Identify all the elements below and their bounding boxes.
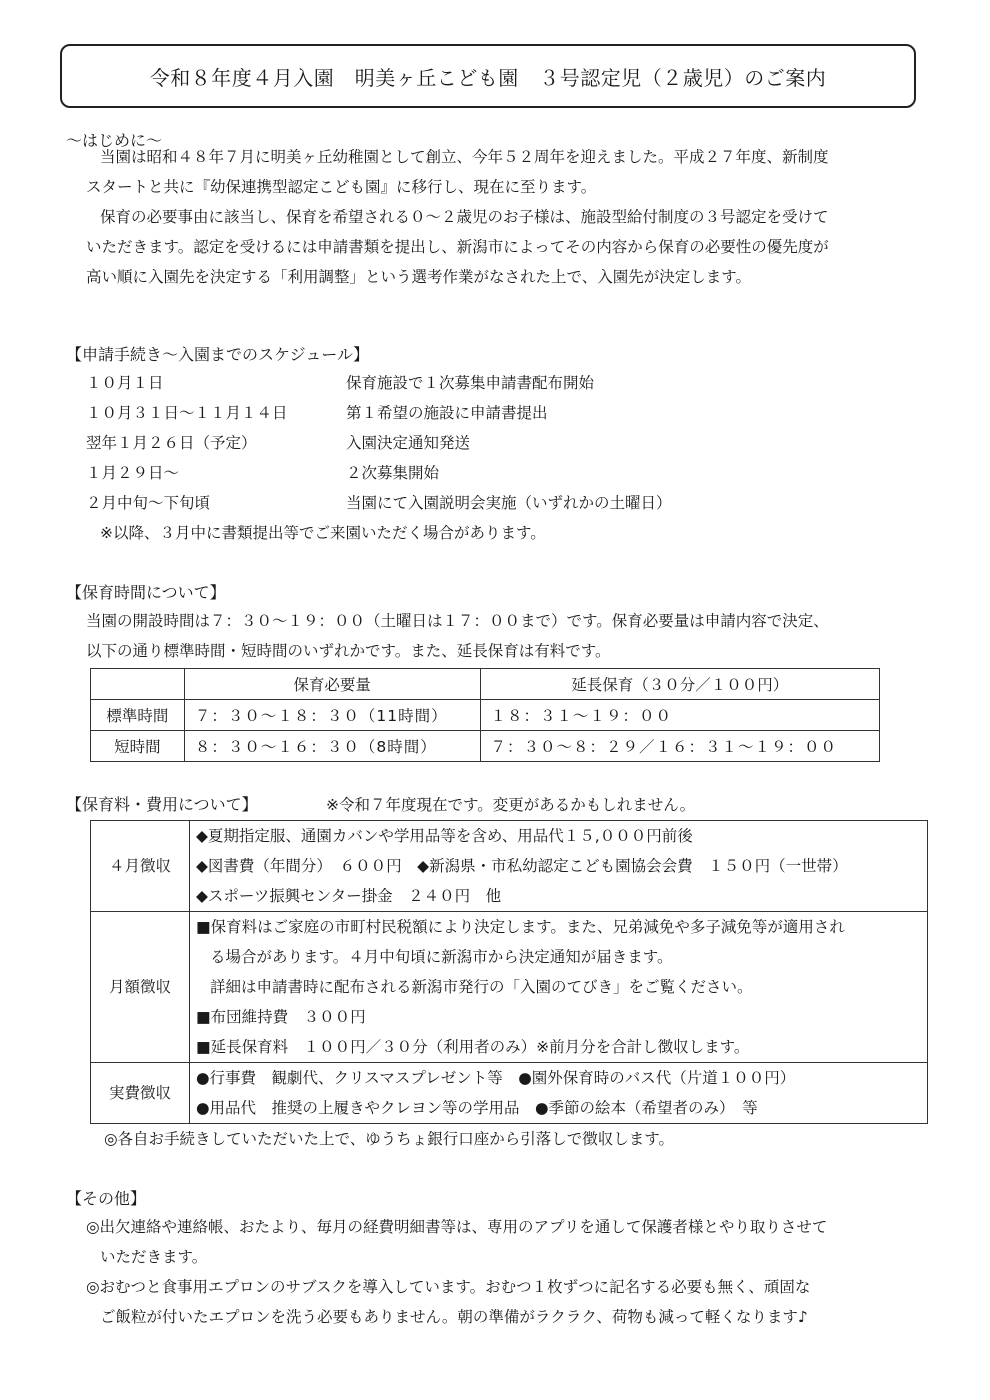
fee-content xyxy=(190,912,928,1063)
table-cell: １８：３１～１９：００ xyxy=(480,700,880,731)
fee-line: ◆スポーツ振興センター掛金 ２４０円 他 xyxy=(196,887,502,905)
schedule-item xyxy=(86,398,806,428)
schedule-heading: 【申請手続き～入園までのスケジュール】 xyxy=(66,345,370,364)
other-line: いただきます。 xyxy=(100,1248,208,1266)
fee-line: ■延長保育料 １００円／３０分（利用者のみ）※前月分を合計し徴収します。 xyxy=(196,1038,750,1056)
schedule-item xyxy=(86,368,806,398)
schedule-item xyxy=(86,428,806,458)
fees-table xyxy=(90,820,928,1124)
table-row xyxy=(91,821,928,912)
schedule-list xyxy=(86,368,806,548)
hours-line: 当園の開設時間は７：３０～１９：００（土曜日は１７：００まで）です。保育必要量は申請内容で決定、 xyxy=(86,612,829,630)
hours-table xyxy=(90,668,880,762)
fee-label: ４月徴収 xyxy=(91,821,190,912)
fee-line: ■保育料はご家庭の市町村民税額により決定します。また、兄弟減免や多子減免等が適用され xyxy=(196,918,845,936)
fee-line: 詳細は申請書時に配布される新潟市発行の「入園のてびき」をご覧ください。 xyxy=(210,978,753,996)
table-cell: 短時間 xyxy=(91,731,185,762)
fee-line: ●用品代 推奨の上履きやクレヨン等の学用品 ●季節の絵本（希望者のみ） 等 xyxy=(196,1099,758,1117)
intro-line: 当園は昭和４８年７月に明美ヶ丘幼稚園として創立、今年５２周年を迎えました。平成２７年度、新制度 xyxy=(100,148,829,166)
schedule-date: ２月中旬～下旬頃 xyxy=(86,494,211,512)
fee-line: ◆夏期指定服、通園カバンや学用品等を含め、用品代１５,０００円前後 xyxy=(196,827,693,845)
intro-line: 保育の必要事由に該当し、保育を希望される０～２歳児のお子様は、施設型給付制度の３号認定を受けて xyxy=(100,208,829,226)
intro-line: 高い順に入園先を決定する「利用調整」という選考作業がなされた上で、入園先が決定します。 xyxy=(86,268,751,286)
table-header-cell xyxy=(91,669,185,700)
hours-line: 以下の通り標準時間・短時間のいずれかです。また、延長保育は有料です。 xyxy=(86,642,611,660)
schedule-event: 入園決定通知発送 xyxy=(346,434,471,452)
schedule-item xyxy=(86,458,806,488)
schedule-date: 翌年１月２６日（予定） xyxy=(86,434,257,452)
table-cell: ７：３０～８：２９／１６：３１～１９：００ xyxy=(480,731,880,762)
table-row xyxy=(91,700,880,731)
fee-line: ●行事費 観劇代、クリスマスプレゼント等 ●園外保育時のバス代（片道１００円） xyxy=(196,1069,796,1087)
page-title xyxy=(60,44,916,108)
intro-line: スタートと共に『幼保連携型認定こども園』に移行し、現在に至ります。 xyxy=(86,178,597,196)
fees-note: ※令和７年度現在です。変更があるかもしれません。 xyxy=(326,796,696,814)
fee-content xyxy=(190,1063,928,1124)
fee-line: る場合があります。４月中旬頃に新潟市から決定通知が届きます。 xyxy=(210,948,673,966)
hours-heading: 【保育時間について】 xyxy=(66,583,226,602)
hours-body xyxy=(86,606,829,666)
schedule-item xyxy=(86,488,806,518)
other-line: ◎出欠連絡や連絡帳、おたより、毎月の経費明細書等は、専用のアプリを通して保護者様とやり取りさせて xyxy=(86,1218,828,1236)
schedule-date: １０月１日 xyxy=(86,374,164,392)
schedule-date: １月２９日～ xyxy=(86,464,180,482)
schedule-date: １０月３１日～１１月１４日 xyxy=(86,404,288,422)
fee-line: ◆図書費（年間分） ６００円 ◆新潟県・市私幼認定こども園協会会費 １５０円（一世帯） xyxy=(196,857,848,875)
other-body xyxy=(86,1212,827,1332)
schedule-event: ２次募集開始 xyxy=(346,464,440,482)
other-heading: 【その他】 xyxy=(66,1189,147,1208)
table-row xyxy=(91,669,880,700)
table-cell: ８：３０～１６：３０（8時間） xyxy=(184,731,480,762)
table-row xyxy=(91,912,928,1063)
intro-line: いただきます。認定を受けるには申請書類を提出し、新潟市によってその内容から保育の必要性の優先度が xyxy=(86,238,829,256)
other-line: ご飯粒が付いたエプロンを洗う必要もありません。朝の準備がラクラク、荷物も減って軽くなります♪ xyxy=(100,1308,808,1326)
table-header-cell: 保育必要量 xyxy=(184,669,480,700)
schedule-event: 当園にて入園説明会実施（いずれかの土曜日） xyxy=(346,494,672,512)
fees-heading: 【保育料・費用について】 xyxy=(66,795,258,814)
page-title-text: 令和８年度４月入園 明美ヶ丘こども園 ３号認定児（２歳児）のご案内 xyxy=(149,65,827,90)
table-cell: 標準時間 xyxy=(91,700,185,731)
schedule-event: 保育施設で１次募集申請書配布開始 xyxy=(346,374,595,392)
fee-content xyxy=(190,821,928,912)
fee-label: 月額徴収 xyxy=(91,912,190,1063)
table-row xyxy=(91,1063,928,1124)
fees-footer: ◎各自お手続きしていただいた上で、ゆうちょ銀行口座から引落しで徴収します。 xyxy=(104,1130,674,1148)
table-cell: ７：３０～１８：３０（11時間） xyxy=(184,700,480,731)
table-header-cell: 延長保育（３０分／１００円） xyxy=(480,669,880,700)
fee-label: 実費徴収 xyxy=(91,1063,190,1124)
schedule-note: ※以降、３月中に書類提出等でご来園いただく場合があります。 xyxy=(100,524,546,542)
intro-heading: ～はじめに～ xyxy=(66,131,163,150)
intro-body xyxy=(86,142,829,292)
other-line: ◎おむつと食事用エプロンのサブスクを導入しています。おむつ１枚ずつに記名する必要も無く、頑固な xyxy=(86,1278,811,1296)
table-row xyxy=(91,731,880,762)
schedule-event: 第１希望の施設に申請書提出 xyxy=(346,404,548,422)
fee-line: ■布団維持費 ３００円 xyxy=(196,1008,366,1026)
